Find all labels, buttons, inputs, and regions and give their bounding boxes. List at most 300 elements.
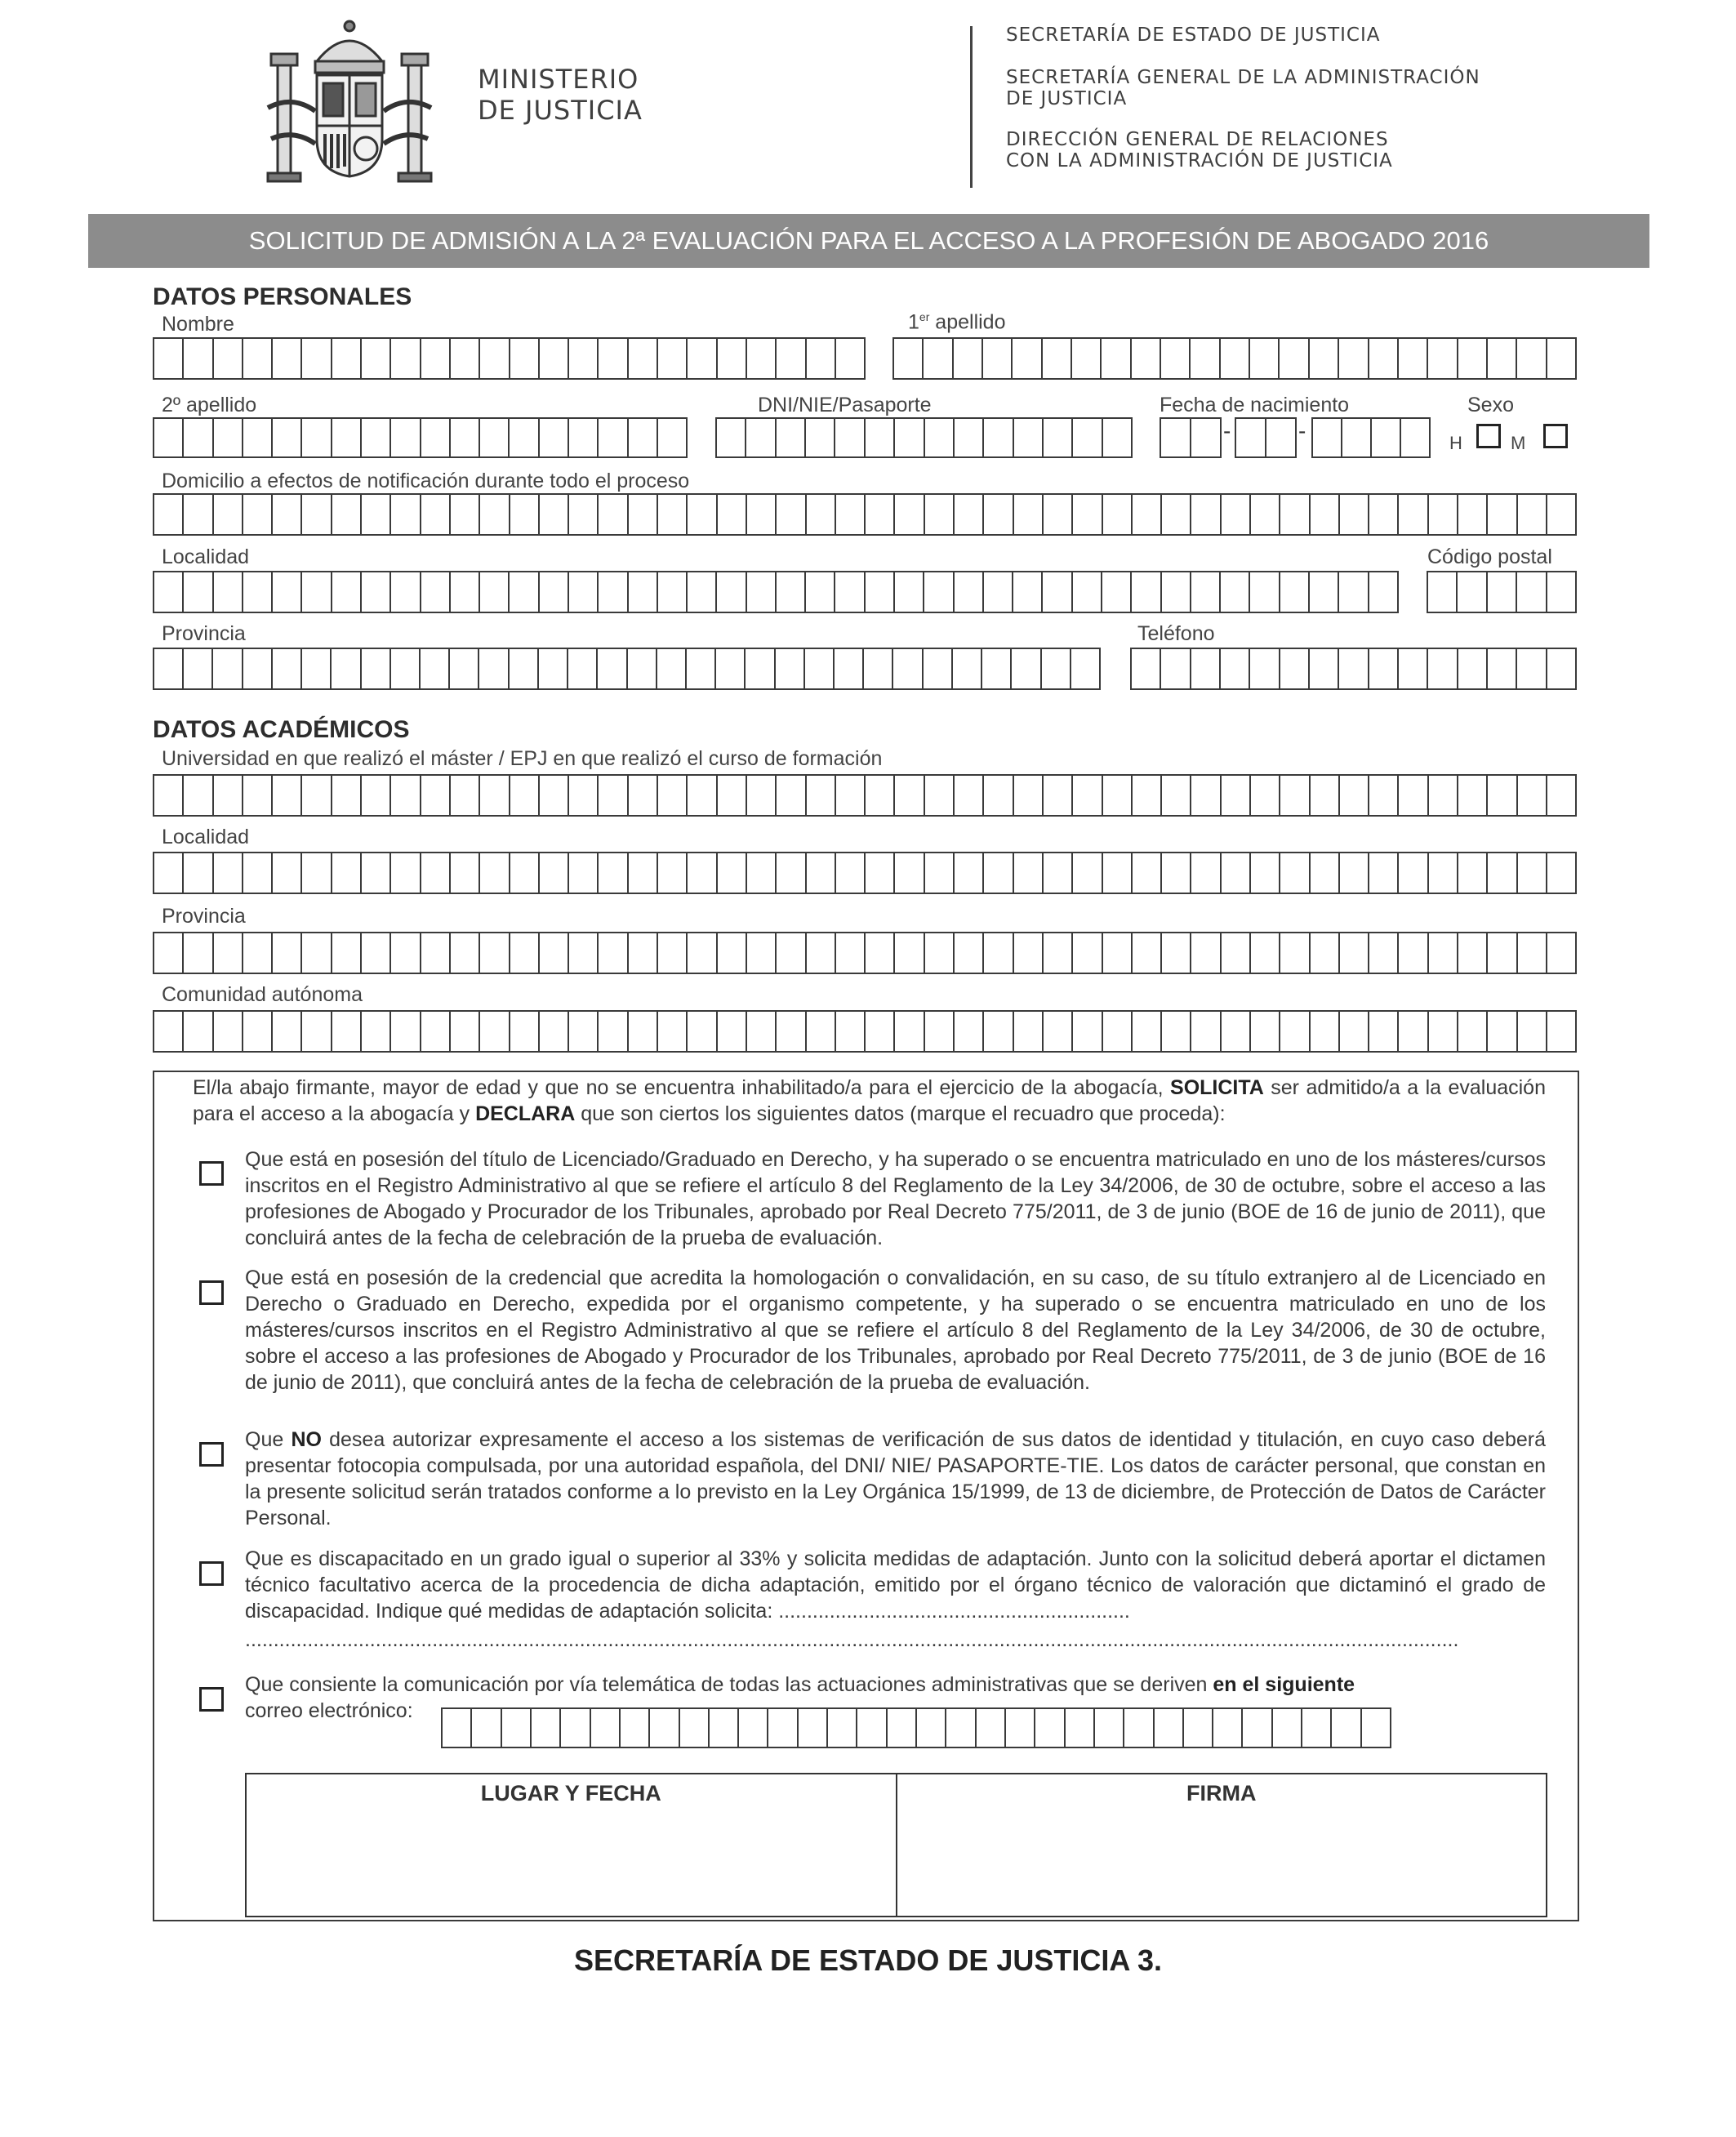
char-cell[interactable] — [1486, 853, 1516, 893]
char-cell[interactable] — [805, 776, 835, 815]
localidad-field[interactable] — [153, 571, 1399, 613]
char-cell[interactable] — [1071, 853, 1101, 893]
char-cell[interactable] — [568, 495, 597, 534]
place-date-cell[interactable] — [247, 1774, 896, 1916]
char-cell[interactable] — [1219, 649, 1249, 688]
char-cell[interactable] — [538, 339, 568, 378]
char-cell[interactable] — [1190, 419, 1220, 456]
char-cell[interactable] — [1397, 853, 1427, 893]
char-cell[interactable] — [864, 419, 893, 456]
char-cell[interactable] — [797, 1709, 826, 1747]
char-cell[interactable] — [657, 419, 686, 456]
char-cell[interactable] — [1071, 339, 1100, 378]
char-cell[interactable] — [1190, 495, 1219, 534]
char-cell[interactable] — [597, 933, 626, 973]
char-cell[interactable] — [537, 649, 567, 688]
char-cell[interactable] — [154, 572, 182, 612]
char-cell[interactable] — [892, 649, 921, 688]
char-cell[interactable] — [1010, 649, 1039, 688]
char-cell[interactable] — [1338, 1012, 1368, 1051]
char-cell[interactable] — [1457, 933, 1486, 973]
char-cell[interactable] — [449, 495, 479, 534]
char-cell[interactable] — [835, 495, 864, 534]
char-cell[interactable] — [1123, 1709, 1152, 1747]
char-cell[interactable] — [716, 853, 746, 893]
char-cell[interactable] — [389, 933, 419, 973]
char-cell[interactable] — [657, 339, 686, 378]
char-cell[interactable] — [1013, 1012, 1042, 1051]
char-cell[interactable] — [389, 1012, 419, 1051]
char-cell[interactable] — [1368, 649, 1397, 688]
char-cell[interactable] — [1427, 853, 1457, 893]
char-cell[interactable] — [360, 853, 389, 893]
char-cell[interactable] — [300, 776, 330, 815]
char-cell[interactable] — [1160, 572, 1190, 612]
char-cell[interactable] — [479, 339, 508, 378]
char-cell[interactable] — [1160, 1012, 1190, 1051]
char-cell[interactable] — [686, 1012, 715, 1051]
char-cell[interactable] — [597, 572, 626, 612]
char-cell[interactable] — [619, 1709, 648, 1747]
char-cell[interactable] — [420, 853, 449, 893]
char-cell[interactable] — [419, 649, 448, 688]
char-cell[interactable] — [182, 649, 211, 688]
char-cell[interactable] — [568, 419, 597, 456]
char-cell[interactable] — [331, 419, 360, 456]
char-cell[interactable] — [509, 495, 538, 534]
char-cell[interactable] — [1131, 495, 1160, 534]
char-cell[interactable] — [420, 339, 449, 378]
char-cell[interactable] — [686, 339, 715, 378]
char-cell[interactable] — [1131, 776, 1160, 815]
char-cell[interactable] — [1190, 933, 1219, 973]
char-cell[interactable] — [657, 853, 686, 893]
char-cell[interactable] — [775, 572, 804, 612]
char-cell[interactable] — [538, 776, 568, 815]
char-cell[interactable] — [627, 495, 657, 534]
char-cell[interactable] — [420, 1012, 449, 1051]
char-cell[interactable] — [1042, 419, 1071, 456]
char-cell[interactable] — [1308, 649, 1338, 688]
char-cell[interactable] — [1370, 419, 1400, 456]
char-cell[interactable] — [1516, 572, 1545, 612]
char-cell[interactable] — [1102, 1012, 1131, 1051]
char-cell[interactable] — [1013, 419, 1042, 456]
char-cell[interactable] — [1013, 495, 1042, 534]
char-cell[interactable] — [479, 495, 508, 534]
char-cell[interactable] — [568, 776, 597, 815]
char-cell[interactable] — [1041, 339, 1071, 378]
char-cell[interactable] — [893, 853, 923, 893]
char-cell[interactable] — [835, 339, 864, 378]
char-cell[interactable] — [924, 419, 953, 456]
char-cell[interactable] — [1071, 419, 1101, 456]
char-cell[interactable] — [1457, 853, 1486, 893]
char-cell[interactable] — [656, 649, 685, 688]
char-cell[interactable] — [538, 572, 568, 612]
char-cell[interactable] — [449, 1012, 479, 1051]
char-cell[interactable] — [596, 649, 625, 688]
char-cell[interactable] — [212, 495, 242, 534]
char-cell[interactable] — [834, 419, 863, 456]
char-cell[interactable] — [1190, 1012, 1219, 1051]
char-cell[interactable] — [1130, 572, 1160, 612]
char-cell[interactable] — [924, 495, 953, 534]
comunidad-field[interactable] — [153, 1010, 1577, 1053]
char-cell[interactable] — [1516, 495, 1546, 534]
char-cell[interactable] — [1457, 1012, 1486, 1051]
char-cell[interactable] — [538, 1012, 568, 1051]
char-cell[interactable] — [805, 933, 835, 973]
char-cell[interactable] — [211, 649, 241, 688]
char-cell[interactable] — [1309, 776, 1338, 815]
char-cell[interactable] — [1279, 572, 1308, 612]
char-cell[interactable] — [715, 572, 745, 612]
char-cell[interactable] — [1486, 495, 1516, 534]
char-cell[interactable] — [805, 853, 835, 893]
char-cell[interactable] — [479, 1012, 508, 1051]
char-cell[interactable] — [1516, 339, 1545, 378]
char-cell[interactable] — [862, 649, 892, 688]
char-cell[interactable] — [835, 933, 864, 973]
char-cell[interactable] — [360, 339, 389, 378]
char-cell[interactable] — [154, 649, 182, 688]
char-cell[interactable] — [744, 649, 773, 688]
universidad-field[interactable] — [153, 774, 1577, 817]
char-cell[interactable] — [864, 776, 893, 815]
char-cell[interactable] — [509, 1012, 538, 1051]
char-cell[interactable] — [1249, 853, 1279, 893]
char-cell[interactable] — [1131, 1012, 1160, 1051]
char-cell[interactable] — [686, 495, 715, 534]
char-cell[interactable] — [1397, 776, 1427, 815]
char-cell[interactable] — [945, 1709, 974, 1747]
char-cell[interactable] — [1486, 1012, 1516, 1051]
char-cell[interactable] — [1486, 933, 1516, 973]
char-cell[interactable] — [627, 776, 657, 815]
char-cell[interactable] — [1397, 649, 1427, 688]
char-cell[interactable] — [1457, 339, 1486, 378]
char-cell[interactable] — [1102, 495, 1131, 534]
char-cell[interactable] — [775, 1012, 804, 1051]
char-cell[interactable] — [805, 495, 835, 534]
char-cell[interactable] — [686, 853, 715, 893]
char-cell[interactable] — [717, 419, 745, 456]
char-cell[interactable] — [775, 853, 804, 893]
char-cell[interactable] — [1013, 853, 1042, 893]
char-cell[interactable] — [590, 1709, 619, 1747]
char-cell[interactable] — [1249, 572, 1278, 612]
char-cell[interactable] — [686, 776, 715, 815]
fecha-dia-field[interactable] — [1160, 417, 1222, 458]
char-cell[interactable] — [716, 495, 746, 534]
char-cell[interactable] — [1427, 339, 1456, 378]
char-cell[interactable] — [1486, 649, 1516, 688]
char-cell[interactable] — [716, 1012, 746, 1051]
char-cell[interactable] — [835, 776, 864, 815]
char-cell[interactable] — [449, 339, 479, 378]
char-cell[interactable] — [835, 1012, 864, 1051]
char-cell[interactable] — [982, 776, 1012, 815]
char-cell[interactable] — [479, 572, 508, 612]
char-cell[interactable] — [154, 495, 182, 534]
char-cell[interactable] — [627, 1012, 657, 1051]
apellido2-field[interactable] — [153, 417, 688, 458]
char-cell[interactable] — [212, 933, 242, 973]
char-cell[interactable] — [1516, 933, 1546, 973]
char-cell[interactable] — [1309, 933, 1338, 973]
char-cell[interactable] — [479, 776, 508, 815]
char-cell[interactable] — [833, 649, 862, 688]
char-cell[interactable] — [1338, 649, 1367, 688]
char-cell[interactable] — [953, 495, 982, 534]
char-cell[interactable] — [568, 1012, 597, 1051]
declaration-checkbox-discapacidad[interactable] — [199, 1561, 224, 1586]
char-cell[interactable] — [271, 933, 300, 973]
char-cell[interactable] — [182, 933, 211, 973]
char-cell[interactable] — [1279, 853, 1308, 893]
char-cell[interactable] — [657, 572, 686, 612]
char-cell[interactable] — [154, 853, 182, 893]
char-cell[interactable] — [212, 419, 242, 456]
declaration-checkbox-homologacion[interactable] — [199, 1280, 224, 1305]
char-cell[interactable] — [1546, 649, 1575, 688]
char-cell[interactable] — [1368, 933, 1397, 973]
telefono-field[interactable] — [1130, 648, 1577, 690]
char-cell[interactable] — [331, 572, 360, 612]
char-cell[interactable] — [182, 1012, 211, 1051]
char-cell[interactable] — [331, 933, 360, 973]
char-cell[interactable] — [893, 419, 923, 456]
char-cell[interactable] — [1220, 933, 1249, 973]
char-cell[interactable] — [1265, 419, 1295, 456]
char-cell[interactable] — [627, 933, 657, 973]
char-cell[interactable] — [154, 1012, 182, 1051]
char-cell[interactable] — [1042, 495, 1071, 534]
char-cell[interactable] — [242, 853, 271, 893]
char-cell[interactable] — [420, 419, 449, 456]
char-cell[interactable] — [300, 339, 330, 378]
char-cell[interactable] — [981, 649, 1010, 688]
declaration-checkbox-comunicacion[interactable] — [199, 1687, 224, 1712]
char-cell[interactable] — [538, 419, 568, 456]
char-cell[interactable] — [1271, 1709, 1301, 1747]
adaptation-dots-line[interactable]: ...................................................................................................................................................................................................................... — [245, 1628, 1459, 1651]
char-cell[interactable] — [864, 1012, 893, 1051]
char-cell[interactable] — [775, 933, 804, 973]
char-cell[interactable] — [1102, 419, 1131, 456]
char-cell[interactable] — [1338, 572, 1367, 612]
char-cell[interactable] — [1516, 853, 1546, 893]
char-cell[interactable] — [389, 419, 419, 456]
char-cell[interactable] — [746, 776, 775, 815]
char-cell[interactable] — [389, 649, 419, 688]
char-cell[interactable] — [1241, 1709, 1271, 1747]
char-cell[interactable] — [746, 933, 775, 973]
char-cell[interactable] — [922, 649, 951, 688]
char-cell[interactable] — [746, 853, 775, 893]
char-cell[interactable] — [746, 572, 775, 612]
char-cell[interactable] — [509, 776, 538, 815]
char-cell[interactable] — [1397, 1012, 1427, 1051]
char-cell[interactable] — [775, 495, 804, 534]
char-cell[interactable] — [856, 1709, 885, 1747]
char-cell[interactable] — [420, 495, 449, 534]
char-cell[interactable] — [538, 495, 568, 534]
char-cell[interactable] — [1368, 853, 1397, 893]
char-cell[interactable] — [1456, 572, 1485, 612]
declaration-checkbox-titulo[interactable] — [199, 1161, 224, 1186]
char-cell[interactable] — [1360, 1709, 1390, 1747]
char-cell[interactable] — [1190, 853, 1219, 893]
char-cell[interactable] — [449, 419, 479, 456]
char-cell[interactable] — [331, 853, 360, 893]
char-cell[interactable] — [767, 1709, 796, 1747]
char-cell[interactable] — [648, 1709, 678, 1747]
char-cell[interactable] — [1160, 649, 1189, 688]
char-cell[interactable] — [953, 776, 982, 815]
char-cell[interactable] — [1100, 339, 1129, 378]
char-cell[interactable] — [479, 933, 508, 973]
char-cell[interactable] — [686, 933, 715, 973]
char-cell[interactable] — [1219, 339, 1249, 378]
char-cell[interactable] — [1486, 572, 1516, 612]
char-cell[interactable] — [886, 1709, 915, 1747]
char-cell[interactable] — [1249, 495, 1279, 534]
char-cell[interactable] — [1308, 339, 1338, 378]
char-cell[interactable] — [1042, 1012, 1071, 1051]
char-cell[interactable] — [1042, 853, 1071, 893]
char-cell[interactable] — [1546, 495, 1575, 534]
char-cell[interactable] — [1368, 339, 1397, 378]
provincia-field[interactable] — [153, 648, 1101, 690]
char-cell[interactable] — [300, 419, 330, 456]
char-cell[interactable] — [924, 933, 953, 973]
char-cell[interactable] — [182, 339, 211, 378]
char-cell[interactable] — [449, 572, 479, 612]
char-cell[interactable] — [271, 649, 300, 688]
char-cell[interactable] — [242, 419, 271, 456]
char-cell[interactable] — [1313, 419, 1341, 456]
char-cell[interactable] — [597, 495, 626, 534]
char-cell[interactable] — [212, 339, 242, 378]
char-cell[interactable] — [924, 853, 953, 893]
char-cell[interactable] — [657, 1012, 686, 1051]
char-cell[interactable] — [953, 572, 982, 612]
char-cell[interactable] — [1160, 339, 1189, 378]
char-cell[interactable] — [1338, 933, 1368, 973]
nombre-field[interactable] — [153, 337, 866, 380]
char-cell[interactable] — [1368, 1012, 1397, 1051]
char-cell[interactable] — [1279, 495, 1308, 534]
char-cell[interactable] — [864, 933, 893, 973]
char-cell[interactable] — [982, 933, 1012, 973]
char-cell[interactable] — [1220, 776, 1249, 815]
char-cell[interactable] — [1546, 1012, 1575, 1051]
char-cell[interactable] — [508, 572, 537, 612]
char-cell[interactable] — [1220, 853, 1249, 893]
char-cell[interactable] — [154, 933, 182, 973]
char-cell[interactable] — [271, 419, 300, 456]
char-cell[interactable] — [242, 776, 271, 815]
char-cell[interactable] — [1330, 1709, 1360, 1747]
char-cell[interactable] — [627, 853, 657, 893]
sexo-h-checkbox[interactable] — [1476, 424, 1501, 448]
char-cell[interactable] — [1546, 572, 1575, 612]
char-cell[interactable] — [864, 853, 893, 893]
char-cell[interactable] — [597, 339, 626, 378]
char-cell[interactable] — [360, 419, 389, 456]
char-cell[interactable] — [597, 776, 626, 815]
char-cell[interactable] — [1249, 339, 1278, 378]
char-cell[interactable] — [1004, 1709, 1034, 1747]
char-cell[interactable] — [835, 853, 864, 893]
char-cell[interactable] — [567, 649, 596, 688]
char-cell[interactable] — [775, 776, 804, 815]
char-cell[interactable] — [331, 776, 360, 815]
char-cell[interactable] — [982, 853, 1012, 893]
char-cell[interactable] — [1516, 1012, 1546, 1051]
char-cell[interactable] — [1427, 649, 1456, 688]
char-cell[interactable] — [893, 572, 923, 612]
char-cell[interactable] — [626, 649, 656, 688]
char-cell[interactable] — [894, 339, 922, 378]
char-cell[interactable] — [627, 572, 657, 612]
char-cell[interactable] — [1249, 649, 1278, 688]
apellido1-field[interactable] — [892, 337, 1577, 380]
char-cell[interactable] — [737, 1709, 767, 1747]
char-cell[interactable] — [1338, 339, 1367, 378]
char-cell[interactable] — [1131, 853, 1160, 893]
char-cell[interactable] — [449, 776, 479, 815]
char-cell[interactable] — [1278, 339, 1307, 378]
char-cell[interactable] — [1486, 776, 1516, 815]
char-cell[interactable] — [360, 776, 389, 815]
char-cell[interactable] — [1279, 1012, 1308, 1051]
char-cell[interactable] — [1457, 495, 1486, 534]
char-cell[interactable] — [982, 419, 1012, 456]
char-cell[interactable] — [1279, 776, 1308, 815]
char-cell[interactable] — [271, 853, 300, 893]
char-cell[interactable] — [775, 419, 804, 456]
char-cell[interactable] — [360, 572, 389, 612]
char-cell[interactable] — [479, 419, 508, 456]
char-cell[interactable] — [509, 853, 538, 893]
char-cell[interactable] — [1397, 339, 1427, 378]
char-cell[interactable] — [1190, 776, 1219, 815]
char-cell[interactable] — [1153, 1709, 1182, 1747]
char-cell[interactable] — [242, 649, 271, 688]
char-cell[interactable] — [1034, 1709, 1063, 1747]
char-cell[interactable] — [1160, 933, 1190, 973]
domicilio-field[interactable] — [153, 493, 1577, 536]
char-cell[interactable] — [1546, 933, 1575, 973]
char-cell[interactable] — [300, 933, 330, 973]
char-cell[interactable] — [1368, 776, 1397, 815]
char-cell[interactable] — [627, 419, 657, 456]
char-cell[interactable] — [420, 572, 449, 612]
char-cell[interactable] — [1338, 776, 1368, 815]
char-cell[interactable] — [923, 572, 952, 612]
char-cell[interactable] — [951, 649, 981, 688]
char-cell[interactable] — [212, 776, 242, 815]
char-cell[interactable] — [1516, 776, 1546, 815]
char-cell[interactable] — [568, 853, 597, 893]
char-cell[interactable] — [1427, 933, 1457, 973]
char-cell[interactable] — [331, 495, 360, 534]
fecha-mes-field[interactable] — [1235, 417, 1297, 458]
char-cell[interactable] — [443, 1709, 470, 1747]
